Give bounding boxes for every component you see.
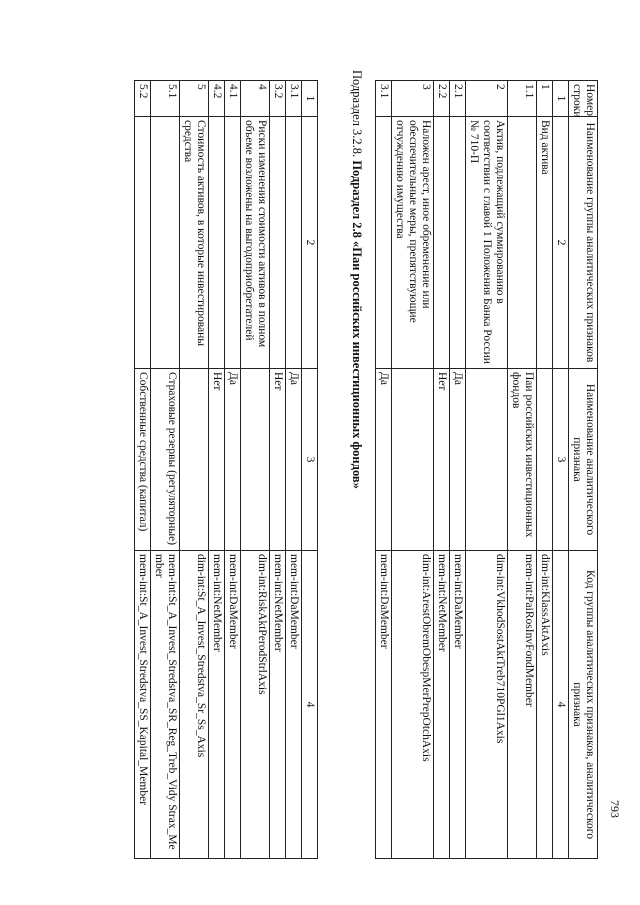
feature-code: dim-int:ArestObremObespMerPrepOtchAxis [392,551,434,859]
group-name [135,117,151,369]
table-row [225,81,241,859]
page-number: 793 [608,800,622,818]
row-number: 4.2 [209,81,225,117]
feature-code: mem-int:PaiRosInvFondMember [508,551,537,859]
row-number: 5 [180,81,209,117]
group-name [434,117,450,369]
header-cell: Код группы аналитических признаков, аналитического признака [569,551,598,859]
feature-name: Да [376,369,392,551]
feature-name: Да [225,369,241,551]
table-header-row [569,81,598,859]
feature-name: Собственные средства (капитал) [135,369,151,551]
row-number: 3.2 [270,81,286,117]
feature-code: dim-int:KlassAktAxis [537,551,553,859]
feature-code: mem-int:DaMember [286,551,302,859]
table-row [286,81,302,859]
feature-code: dim-int:VkhodSostAktTreb710PGl1Axis [466,551,508,859]
group-name [225,117,241,369]
row-number: 2.2 [434,81,450,117]
feature-code: mem-int:NetMember [270,551,286,859]
row-number: 4 [241,81,270,117]
table-row [466,81,508,859]
group-name: Вид актива [537,117,553,369]
table-row [209,81,225,859]
feature-name [537,369,553,551]
feature-code: mem-int:NetMember [209,551,225,859]
row-number: 5.1 [151,81,180,117]
header-cell: Наименование группы аналитических признаков [569,117,598,369]
table-row [135,81,151,859]
table-row [376,81,392,859]
row-number: 1 [537,81,553,117]
table-row [180,81,209,859]
group-name [508,117,537,369]
column-number: 2 [302,117,318,369]
feature-code: dim-int:RiskAktPerodStrlAxis [241,551,270,859]
feature-code: mem-int:St_A_Invest_Stredstva_SR_Reg_Treb_Vidy Strax_Member [151,551,180,859]
section-heading [349,70,364,830]
group-name [450,117,466,369]
header-cell: Номер строки [569,81,598,117]
row-number: 3.1 [286,81,302,117]
feature-code: mem-int:DaMember [450,551,466,859]
table-row [450,81,466,859]
table-row [434,81,450,859]
feature-code: dim-int:St_A_Invest_Stredstva_Sr_Ss_Axis [180,551,209,859]
feature-code: mem-int:NetMember [434,551,450,859]
table-header-row [302,81,318,859]
table-row [270,81,286,859]
group-name [209,117,225,369]
section-prefix: Подраздел 3.2.8. [350,70,364,158]
row-number: 2.1 [450,81,466,117]
row-number: 3 [392,81,434,117]
column-number: 3 [553,369,569,551]
column-number: 4 [553,551,569,859]
row-number: 1.1 [508,81,537,117]
group-name: Наложен арест, иное обременение или обеспечительные меры, препятствующие отчуждению имущества [392,117,434,369]
row-number: 5.2 [135,81,151,117]
group-name: Риски изменения стоимости активов в полном объеме возложены на выгодоприобретателей [241,117,270,369]
group-name [286,117,302,369]
feature-name: Нет [270,369,286,551]
feature-code: mem-int:DaMember [376,551,392,859]
section-title: Подраздел 2.8 «Паи российских инвестиционных фондов» [350,160,364,489]
header-cell: Наименование аналитического признака [569,369,598,551]
feature-name [466,369,508,551]
table-row [508,81,537,859]
column-number: 1 [553,81,569,117]
feature-name: Да [286,369,302,551]
feature-name [392,369,434,551]
row-number: 4.1 [225,81,241,117]
table-row [537,81,553,859]
continued-table [134,80,318,859]
group-name: Стоимость активов, в которые инвестированы средства [180,117,209,369]
funds-table [375,80,598,859]
feature-name: Да [450,369,466,551]
feature-name: Страховые резервы (регуляторные) [151,369,180,551]
feature-name: Паи российских инвестиционных фондов [508,369,537,551]
column-number-row [553,81,569,859]
group-name [376,117,392,369]
column-number: 1 [302,81,318,117]
table-row [241,81,270,859]
table-row [151,81,180,859]
feature-code: mem-int:DaMember [225,551,241,859]
group-name [151,117,180,369]
column-number: 4 [302,551,318,859]
column-number: 3 [302,369,318,551]
feature-name: Нет [434,369,450,551]
feature-name [241,369,270,551]
group-name [270,117,286,369]
row-number: 2 [466,81,508,117]
column-number: 2 [553,117,569,369]
feature-code: mem-int:St_A_Invest_Stredstva_SS_Kapital_Member [135,551,151,859]
feature-name [180,369,209,551]
row-number: 3.1 [376,81,392,117]
feature-name: Нет [209,369,225,551]
table-row [392,81,434,859]
group-name: Актив, подлежащий суммированию в соответствии с главой 1 Положения Банка России № 710-П [466,117,508,369]
